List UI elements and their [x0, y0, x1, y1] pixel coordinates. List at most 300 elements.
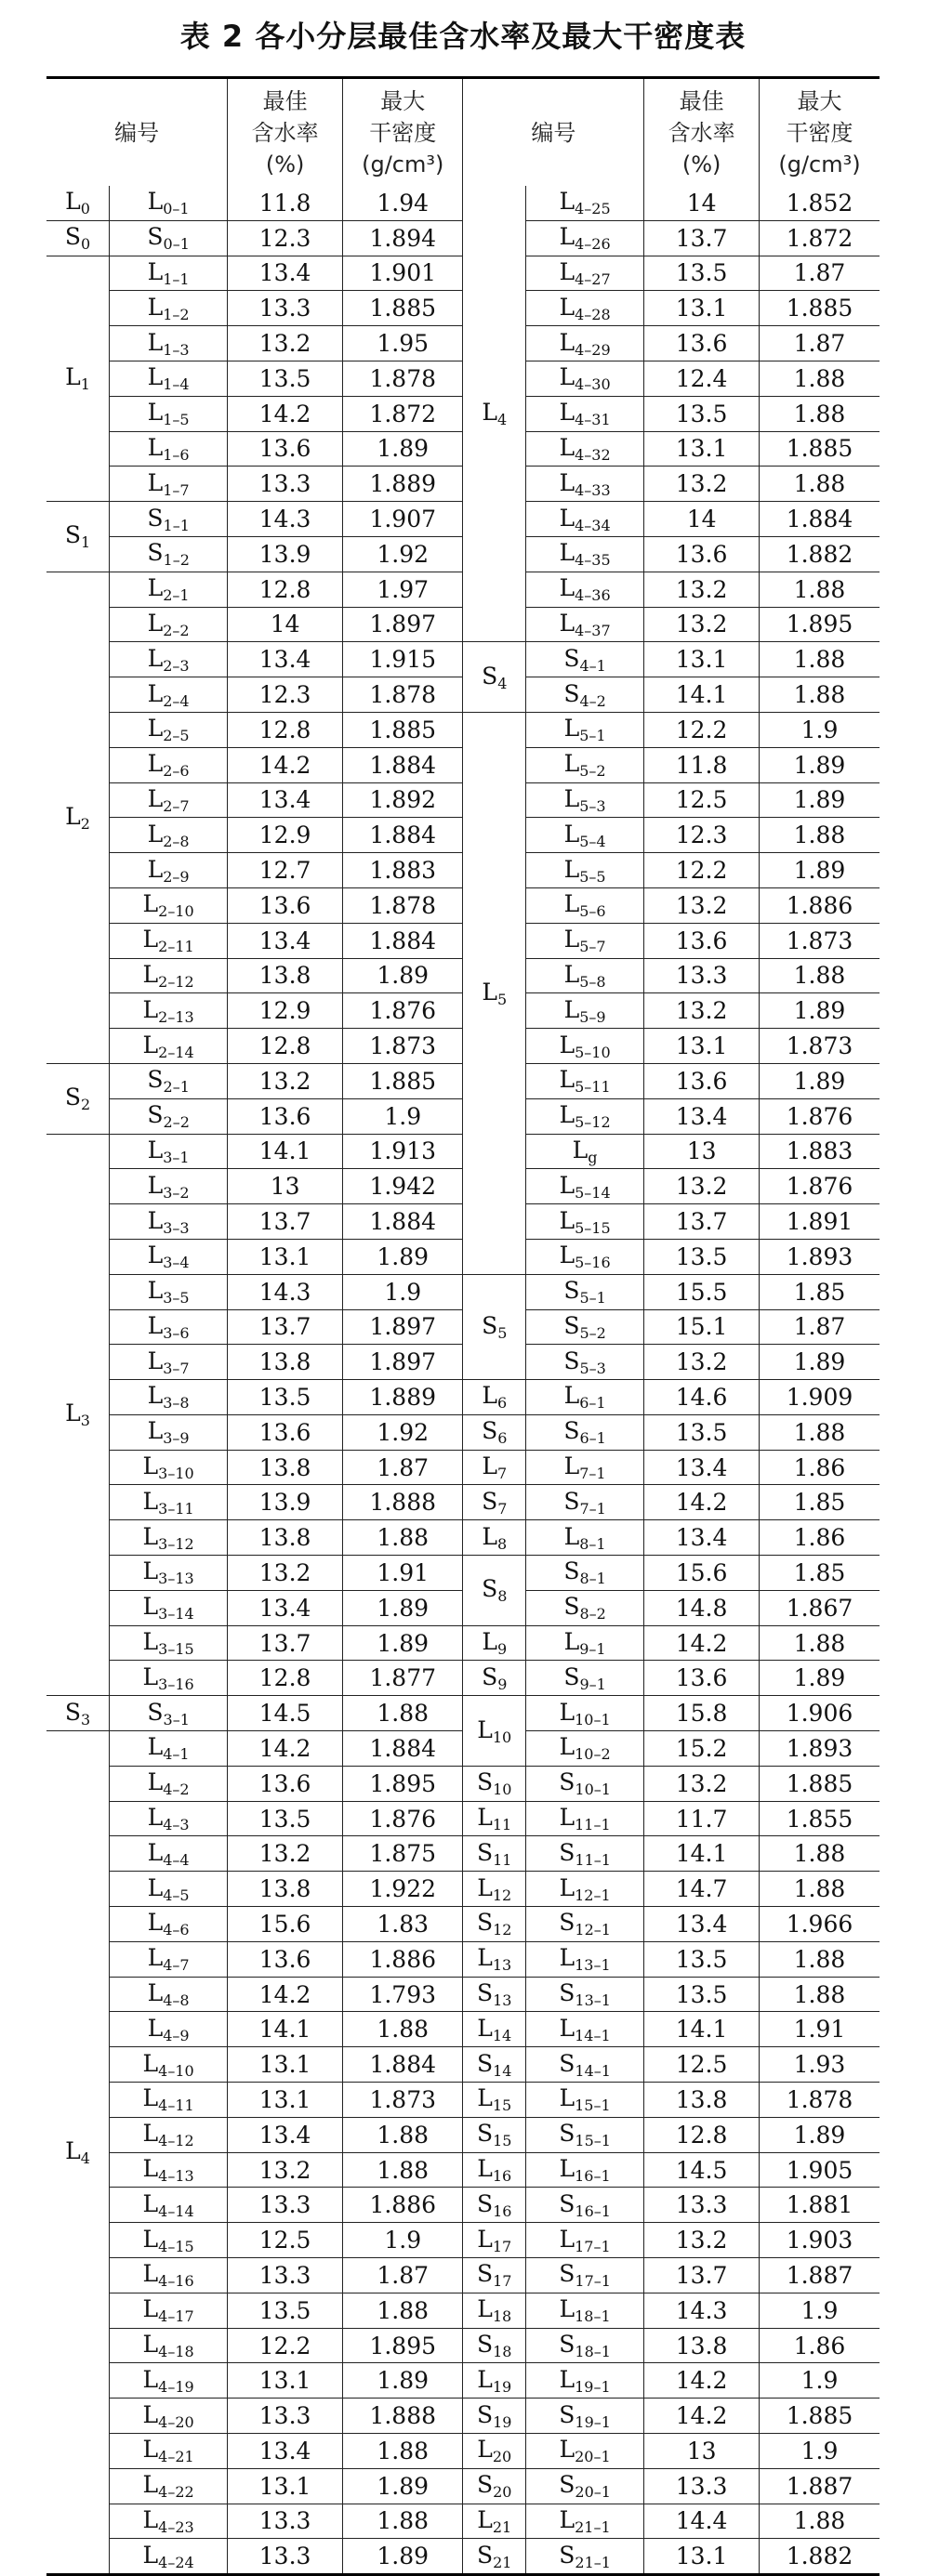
- left-sublayer-code: $L_{3-11}$: [110, 1485, 228, 1520]
- left-water-content: 13.1: [228, 2468, 343, 2504]
- left-dry-density: 1.895: [343, 2328, 463, 2363]
- right-dry-density: 1.91: [760, 2012, 880, 2047]
- table-row: [46, 1766, 880, 1801]
- right-sublayer-code: $S_{18-1}$: [526, 2328, 644, 2363]
- right-water-content: 13.2: [644, 2223, 760, 2258]
- right-dry-density: 1.882: [760, 2539, 880, 2575]
- right-sublayer-code: $S_{8-1}$: [526, 1556, 644, 1591]
- right-water-content: 15.6: [644, 1556, 760, 1591]
- left-sublayer-code: $L_{4-3}$: [110, 1801, 228, 1836]
- left-water-content: 13.4: [228, 923, 343, 958]
- right-water-content: 13.2: [644, 1766, 760, 1801]
- right-dry-density: 1.893: [760, 1731, 880, 1767]
- left-dry-density: 1.889: [343, 467, 463, 502]
- right-dry-density: 1.88: [760, 1625, 880, 1661]
- left-dry-density: 1.895: [343, 1766, 463, 1801]
- right-sublayer-code: $L_{4-37}$: [526, 607, 644, 642]
- left-dry-density: 1.915: [343, 642, 463, 677]
- left-water-content: 13.3: [228, 291, 343, 326]
- left-dry-density: 1.88: [343, 2434, 463, 2469]
- left-sublayer-code: $L_{3-7}$: [110, 1345, 228, 1380]
- left-sublayer-code: $L_{4-5}$: [110, 1872, 228, 1907]
- right-sublayer-code: $L_{8-1}$: [526, 1520, 644, 1556]
- right-water-content: 14.1: [644, 2012, 760, 2047]
- right-water-content: 13.6: [644, 326, 760, 361]
- right-water-content: 14.1: [644, 1836, 760, 1872]
- right-group-label: $L_7$: [463, 1450, 526, 1485]
- left-dry-density: 1.897: [343, 1309, 463, 1345]
- left-dry-density: 1.897: [343, 607, 463, 642]
- left-sublayer-code: $L_{4-24}$: [110, 2539, 228, 2575]
- left-group-label: $L_1$: [46, 256, 110, 502]
- right-sublayer-code: $L_{10-1}$: [526, 1696, 644, 1731]
- right-water-content: 13.5: [644, 1414, 760, 1450]
- right-group-label: $S_5$: [463, 1274, 526, 1379]
- table-row: [46, 1977, 880, 2012]
- right-dry-density: 1.85: [760, 1556, 880, 1591]
- left-water-content: 14.2: [228, 1731, 343, 1767]
- left-sublayer-code: $L_{2-13}$: [110, 993, 228, 1029]
- left-sublayer-code: $L_{2-4}$: [110, 677, 228, 713]
- right-dry-density: 1.878: [760, 2083, 880, 2118]
- right-dry-density: 1.903: [760, 2223, 880, 2258]
- table-row: [46, 1696, 880, 1731]
- right-sublayer-code: $S_{4-2}$: [526, 677, 644, 713]
- right-water-content: 15.8: [644, 1696, 760, 1731]
- right-sublayer-code: $S_{11-1}$: [526, 1836, 644, 1872]
- right-water-content: 13.4: [644, 1098, 760, 1134]
- right-sublayer-code: $L_{4-32}$: [526, 431, 644, 467]
- left-water-content: 13.4: [228, 256, 343, 291]
- right-group-label: $S_{20}$: [463, 2468, 526, 2504]
- left-dry-density: 1.922: [343, 1872, 463, 1907]
- right-dry-density: 1.89: [760, 782, 880, 818]
- right-dry-density: 1.86: [760, 1520, 880, 1556]
- right-group-label: $L_8$: [463, 1520, 526, 1556]
- right-water-content: 13.4: [644, 1520, 760, 1556]
- left-water-content: 13.6: [228, 1766, 343, 1801]
- left-dry-density: 1.885: [343, 291, 463, 326]
- right-sublayer-code: $S_{4-1}$: [526, 642, 644, 677]
- right-sublayer-code: $L_{14-1}$: [526, 2012, 644, 2047]
- right-dry-density: 1.885: [760, 431, 880, 467]
- right-dry-density: 1.86: [760, 2328, 880, 2363]
- right-group-label: $S_{12}$: [463, 1907, 526, 1942]
- header-density-right: 最大 干密度 (g/cm³): [760, 78, 880, 187]
- table-row: [46, 2434, 880, 2469]
- left-water-content: 13.6: [228, 1941, 343, 1977]
- right-sublayer-code: $L_{4-27}$: [526, 256, 644, 291]
- left-water-content: 13.8: [228, 1872, 343, 1907]
- left-dry-density: 1.875: [343, 1836, 463, 1872]
- right-dry-density: 1.885: [760, 2399, 880, 2434]
- left-water-content: 13.4: [228, 2434, 343, 2469]
- left-water-content: 13.8: [228, 1450, 343, 1485]
- left-sublayer-code: $L_{4-15}$: [110, 2223, 228, 2258]
- right-water-content: 13.3: [644, 2468, 760, 2504]
- right-sublayer-code: $L_{5-2}$: [526, 747, 644, 782]
- right-sublayer-code: $L_{13-1}$: [526, 1941, 644, 1977]
- left-sublayer-code: $S_{3-1}$: [110, 1696, 228, 1731]
- left-sublayer-code: $L_{1-3}$: [110, 326, 228, 361]
- right-water-content: 14.8: [644, 1590, 760, 1625]
- table-row: [46, 2539, 880, 2575]
- left-dry-density: 1.97: [343, 572, 463, 607]
- right-sublayer-code: $L_{5-12}$: [526, 1098, 644, 1134]
- table-row: [46, 186, 880, 220]
- left-sublayer-code: $L_{3-5}$: [110, 1274, 228, 1309]
- header-id-left: 编号: [46, 78, 228, 187]
- left-water-content: 14.3: [228, 502, 343, 537]
- right-group-label: $S_8$: [463, 1556, 526, 1626]
- right-dry-density: 1.93: [760, 2047, 880, 2083]
- right-sublayer-code: $L_{9-1}$: [526, 1625, 644, 1661]
- right-dry-density: 1.9: [760, 712, 880, 747]
- right-dry-density: 1.9: [760, 2363, 880, 2399]
- left-dry-density: 1.87: [343, 1450, 463, 1485]
- left-sublayer-code: $S_{2-1}$: [110, 1063, 228, 1098]
- left-sublayer-code: $L_{3-10}$: [110, 1450, 228, 1485]
- left-dry-density: 1.884: [343, 1204, 463, 1240]
- left-dry-density: 1.88: [343, 1520, 463, 1556]
- left-sublayer-code: $L_{4-20}$: [110, 2399, 228, 2434]
- right-dry-density: 1.88: [760, 1941, 880, 1977]
- right-group-label: $L_{12}$: [463, 1872, 526, 1907]
- left-sublayer-code: $L_{3-9}$: [110, 1414, 228, 1450]
- right-water-content: 13.2: [644, 607, 760, 642]
- table-row: [46, 2117, 880, 2152]
- left-dry-density: 1.88: [343, 1696, 463, 1731]
- left-water-content: 13.1: [228, 1239, 343, 1274]
- left-dry-density: 1.88: [343, 2152, 463, 2188]
- right-sublayer-code: $L_{20-1}$: [526, 2434, 644, 2469]
- left-dry-density: 1.942: [343, 1169, 463, 1204]
- right-sublayer-code: $S_{14-1}$: [526, 2047, 644, 2083]
- right-dry-density: 1.884: [760, 502, 880, 537]
- right-sublayer-code: $L_{12-1}$: [526, 1872, 644, 1907]
- left-dry-density: 1.913: [343, 1134, 463, 1169]
- right-dry-density: 1.89: [760, 993, 880, 1029]
- left-water-content: 12.9: [228, 818, 343, 853]
- right-water-content: 14.7: [644, 1872, 760, 1907]
- left-dry-density: 1.884: [343, 1731, 463, 1767]
- left-water-content: 13.3: [228, 2539, 343, 2575]
- left-sublayer-code: $L_{1-5}$: [110, 396, 228, 431]
- left-sublayer-code: $L_{3-1}$: [110, 1134, 228, 1169]
- right-sublayer-code: $L_{4-36}$: [526, 572, 644, 607]
- left-sublayer-code: $L_{3-8}$: [110, 1380, 228, 1415]
- left-group-label: $L_0$: [46, 186, 110, 220]
- right-water-content: 13.5: [644, 1239, 760, 1274]
- left-sublayer-code: $L_{4-19}$: [110, 2363, 228, 2399]
- right-water-content: 12.5: [644, 782, 760, 818]
- left-water-content: 13.2: [228, 326, 343, 361]
- right-sublayer-code: $L_{21-1}$: [526, 2504, 644, 2539]
- left-dry-density: 1.92: [343, 1414, 463, 1450]
- right-water-content: 13.8: [644, 2083, 760, 2118]
- left-dry-density: 1.907: [343, 502, 463, 537]
- right-sublayer-code: $S_{20-1}$: [526, 2468, 644, 2504]
- right-group-label: $S_9$: [463, 1661, 526, 1696]
- right-water-content: 13.1: [644, 2539, 760, 2575]
- right-sublayer-code: $L_{5-14}$: [526, 1169, 644, 1204]
- right-water-content: 13.5: [644, 396, 760, 431]
- right-sublayer-code: $L_{4-28}$: [526, 291, 644, 326]
- right-sublayer-code: $S_{21-1}$: [526, 2539, 644, 2575]
- left-dry-density: 1.886: [343, 2188, 463, 2223]
- right-sublayer-code: $L_{5-4}$: [526, 818, 644, 853]
- left-water-content: 13.5: [228, 2293, 343, 2328]
- right-sublayer-code: $L_{5-8}$: [526, 958, 644, 993]
- right-sublayer-code: $L_{17-1}$: [526, 2223, 644, 2258]
- right-water-content: 11.8: [644, 747, 760, 782]
- right-dry-density: 1.87: [760, 1309, 880, 1345]
- right-sublayer-code: $L_{5-5}$: [526, 853, 644, 888]
- right-sublayer-code: $L_{16-1}$: [526, 2152, 644, 2188]
- left-dry-density: 1.888: [343, 2399, 463, 2434]
- right-water-content: 13.7: [644, 1204, 760, 1240]
- right-water-content: 12.3: [644, 818, 760, 853]
- right-water-content: 12.4: [644, 361, 760, 396]
- right-sublayer-code: $L_{4-26}$: [526, 220, 644, 256]
- right-dry-density: 1.872: [760, 220, 880, 256]
- right-dry-density: 1.906: [760, 1696, 880, 1731]
- right-sublayer-code: $L_{15-1}$: [526, 2083, 644, 2118]
- right-water-content: 12.5: [644, 2047, 760, 2083]
- right-sublayer-code: $L_{4-25}$: [526, 186, 644, 220]
- right-sublayer-code: $L_g$: [526, 1134, 644, 1169]
- left-water-content: 13.6: [228, 887, 343, 923]
- table-row: [46, 1801, 880, 1836]
- right-dry-density: 1.88: [760, 818, 880, 853]
- left-sublayer-code: $L_{1-1}$: [110, 256, 228, 291]
- left-sublayer-code: $L_{4-2}$: [110, 1766, 228, 1801]
- left-water-content: 13.5: [228, 1801, 343, 1836]
- data-table: [46, 76, 880, 2576]
- left-group-label: $L_2$: [46, 572, 110, 1063]
- right-water-content: 13: [644, 2434, 760, 2469]
- left-water-content: 14: [228, 607, 343, 642]
- right-sublayer-code: $L_{5-10}$: [526, 1029, 644, 1064]
- table-row: [46, 642, 880, 677]
- right-group-label: $S_{18}$: [463, 2328, 526, 2363]
- right-dry-density: 1.89: [760, 747, 880, 782]
- left-water-content: 13.1: [228, 2083, 343, 2118]
- table-row: [46, 1836, 880, 1872]
- left-water-content: 13.4: [228, 782, 343, 818]
- left-dry-density: 1.873: [343, 1029, 463, 1064]
- right-sublayer-code: $S_{6-1}$: [526, 1414, 644, 1450]
- right-sublayer-code: $L_{4-33}$: [526, 467, 644, 502]
- right-water-content: 13.5: [644, 256, 760, 291]
- right-sublayer-code: $L_{4-35}$: [526, 536, 644, 572]
- table-row: [46, 712, 880, 747]
- left-water-content: 13.1: [228, 2047, 343, 2083]
- right-water-content: 13.2: [644, 467, 760, 502]
- left-sublayer-code: $L_{3-4}$: [110, 1239, 228, 1274]
- right-dry-density: 1.852: [760, 186, 880, 220]
- left-dry-density: 1.889: [343, 1380, 463, 1415]
- right-water-content: 12.2: [644, 853, 760, 888]
- left-sublayer-code: $L_{4-6}$: [110, 1907, 228, 1942]
- right-dry-density: 1.885: [760, 291, 880, 326]
- right-dry-density: 1.876: [760, 1098, 880, 1134]
- table-row: [46, 2223, 880, 2258]
- table-row: [46, 2363, 880, 2399]
- right-sublayer-code: $L_{18-1}$: [526, 2293, 644, 2328]
- left-sublayer-code: $L_{2-9}$: [110, 853, 228, 888]
- right-sublayer-code: $S_{7-1}$: [526, 1485, 644, 1520]
- left-water-content: 13.5: [228, 1380, 343, 1415]
- left-dry-density: 1.884: [343, 747, 463, 782]
- right-water-content: 14.4: [644, 2504, 760, 2539]
- left-water-content: 13.5: [228, 361, 343, 396]
- left-water-content: 13.2: [228, 1556, 343, 1591]
- right-water-content: 13.1: [644, 431, 760, 467]
- left-sublayer-code: $L_{4-7}$: [110, 1941, 228, 1977]
- table-row: [46, 2188, 880, 2223]
- right-group-label: $L_{18}$: [463, 2293, 526, 2328]
- right-water-content: 13.1: [644, 291, 760, 326]
- right-group-label: $L_9$: [463, 1625, 526, 1661]
- left-dry-density: 1.885: [343, 712, 463, 747]
- right-water-content: 13.3: [644, 958, 760, 993]
- right-dry-density: 1.887: [760, 2258, 880, 2293]
- table-row: [46, 2012, 880, 2047]
- left-sublayer-code: $L_{1-7}$: [110, 467, 228, 502]
- right-dry-density: 1.89: [760, 853, 880, 888]
- right-group-label: $L_{11}$: [463, 1801, 526, 1836]
- left-dry-density: 1.885: [343, 1063, 463, 1098]
- right-sublayer-code: $L_{7-1}$: [526, 1450, 644, 1485]
- left-water-content: 12.2: [228, 2328, 343, 2363]
- left-sublayer-code: $L_{4-16}$: [110, 2258, 228, 2293]
- right-group-label: $S_{15}$: [463, 2117, 526, 2152]
- right-sublayer-code: $L_{5-7}$: [526, 923, 644, 958]
- left-water-content: 13.4: [228, 642, 343, 677]
- right-water-content: 14.2: [644, 2399, 760, 2434]
- left-sublayer-code: $S_{2-2}$: [110, 1098, 228, 1134]
- right-water-content: 11.7: [644, 1801, 760, 1836]
- header-water-left: 最佳 含水率 (%): [228, 78, 343, 187]
- left-water-content: 12.8: [228, 1029, 343, 1064]
- right-dry-density: 1.88: [760, 642, 880, 677]
- right-group-label: $S_{11}$: [463, 1836, 526, 1872]
- header-id-right: 编号: [463, 78, 644, 187]
- right-dry-density: 1.88: [760, 572, 880, 607]
- right-water-content: 13.2: [644, 572, 760, 607]
- right-dry-density: 1.85: [760, 1274, 880, 1309]
- left-sublayer-code: $L_{4-11}$: [110, 2083, 228, 2118]
- left-dry-density: 1.873: [343, 2083, 463, 2118]
- right-water-content: 13.1: [644, 642, 760, 677]
- table-row: [46, 2293, 880, 2328]
- left-group-label: $L_3$: [46, 1134, 110, 1696]
- right-water-content: 13.6: [644, 536, 760, 572]
- left-sublayer-code: $L_{4-22}$: [110, 2468, 228, 2504]
- table-row: [46, 1872, 880, 1907]
- left-dry-density: 1.876: [343, 993, 463, 1029]
- left-water-content: 13.9: [228, 1485, 343, 1520]
- left-water-content: 12.3: [228, 677, 343, 713]
- right-dry-density: 1.9: [760, 2293, 880, 2328]
- right-sublayer-code: $S_{17-1}$: [526, 2258, 644, 2293]
- left-water-content: 13.3: [228, 2399, 343, 2434]
- right-dry-density: 1.893: [760, 1239, 880, 1274]
- left-dry-density: 1.88: [343, 2293, 463, 2328]
- right-group-label: $L_4$: [463, 186, 526, 642]
- left-sublayer-code: $L_{4-9}$: [110, 2012, 228, 2047]
- left-dry-density: 1.89: [343, 2539, 463, 2575]
- left-sublayer-code: $S_{1-1}$: [110, 502, 228, 537]
- left-water-content: 13: [228, 1169, 343, 1204]
- left-sublayer-code: $L_{4-4}$: [110, 1836, 228, 1872]
- right-dry-density: 1.905: [760, 2152, 880, 2188]
- left-water-content: 13.8: [228, 1520, 343, 1556]
- left-water-content: 13.8: [228, 958, 343, 993]
- left-water-content: 13.8: [228, 1345, 343, 1380]
- right-water-content: 13.2: [644, 1345, 760, 1380]
- left-sublayer-code: $L_{3-16}$: [110, 1661, 228, 1696]
- left-water-content: 14.5: [228, 1696, 343, 1731]
- right-water-content: 15.5: [644, 1274, 760, 1309]
- left-water-content: 13.2: [228, 1063, 343, 1098]
- left-dry-density: 1.9: [343, 1098, 463, 1134]
- table-row: [46, 2328, 880, 2363]
- left-sublayer-code: $L_{3-3}$: [110, 1204, 228, 1240]
- left-water-content: 15.6: [228, 1907, 343, 1942]
- left-sublayer-code: $L_{1-4}$: [110, 361, 228, 396]
- left-water-content: 12.7: [228, 853, 343, 888]
- right-group-label: $L_{17}$: [463, 2223, 526, 2258]
- right-dry-density: 1.87: [760, 256, 880, 291]
- right-group-label: $L_{20}$: [463, 2434, 526, 2469]
- left-dry-density: 1.89: [343, 1239, 463, 1274]
- right-group-label: $S_7$: [463, 1485, 526, 1520]
- right-group-label: $S_{21}$: [463, 2539, 526, 2575]
- right-dry-density: 1.873: [760, 923, 880, 958]
- left-dry-density: 1.884: [343, 923, 463, 958]
- table-row: [46, 1625, 880, 1661]
- left-dry-density: 1.87: [343, 2258, 463, 2293]
- right-water-content: 13.1: [644, 1029, 760, 1064]
- left-water-content: 13.2: [228, 1836, 343, 1872]
- left-sublayer-code: $L_{4-14}$: [110, 2188, 228, 2223]
- left-water-content: 13.7: [228, 1204, 343, 1240]
- right-group-label: $S_4$: [463, 642, 526, 713]
- right-group-label: $L_{14}$: [463, 2012, 526, 2047]
- left-sublayer-code: $L_{4-18}$: [110, 2328, 228, 2363]
- left-water-content: 13.2: [228, 2152, 343, 2188]
- table-row: [46, 2083, 880, 2118]
- right-sublayer-code: $S_{16-1}$: [526, 2188, 644, 2223]
- right-dry-density: 1.89: [760, 1345, 880, 1380]
- table-row: [46, 2152, 880, 2188]
- right-group-label: $L_{21}$: [463, 2504, 526, 2539]
- right-water-content: 13.6: [644, 923, 760, 958]
- right-dry-density: 1.88: [760, 2504, 880, 2539]
- left-water-content: 13.6: [228, 431, 343, 467]
- right-water-content: 14: [644, 186, 760, 220]
- right-sublayer-code: $L_{4-31}$: [526, 396, 644, 431]
- right-water-content: 13.7: [644, 220, 760, 256]
- left-dry-density: 1.89: [343, 1625, 463, 1661]
- right-dry-density: 1.89: [760, 2117, 880, 2152]
- left-water-content: 12.9: [228, 993, 343, 1029]
- right-water-content: 13.5: [644, 1941, 760, 1977]
- right-sublayer-code: $L_{4-29}$: [526, 326, 644, 361]
- left-group-label: $S_2$: [46, 1063, 110, 1134]
